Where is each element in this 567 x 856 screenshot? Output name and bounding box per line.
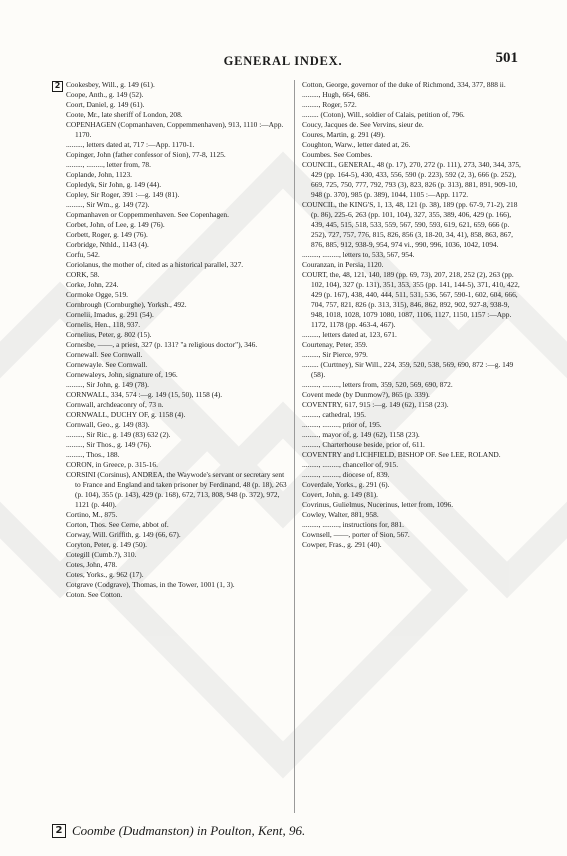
footnote-text: Coombe (Dudmanston) in Poulton, Kent, 96. [72, 823, 306, 838]
index-entry: Cornelius, Peter, g. 802 (15). [66, 330, 152, 339]
margin-note-marker: 2 [52, 81, 63, 92]
page-header [48, 40, 518, 68]
index-entry: Copinger, John (father confessor of Sion), 77-8, 1125. [66, 150, 226, 159]
index-entry: Cornwall, archdeaconry of, 73 n. [66, 400, 164, 409]
index-entry: COPENHAGEN (Copmanhaven, Coppemmenhaven), 913, 1110 :—App. 1170. [66, 120, 284, 139]
index-entry: ........., letters dated at, 123, 671. [302, 330, 397, 339]
index-entry: Cowper, Fras., g. 291 (40). [302, 540, 382, 549]
index-entry: Cotegill (Cumb.?), 310. [66, 550, 137, 559]
index-entry: ........., ........., letters to, 533, 567, 954. [302, 250, 415, 259]
index-entry: ........., Sir Thos., g. 149 (76). [66, 440, 152, 449]
index-entry: Cotgrave (Codgrave), Thomas, in the Tower, 1001 (1, 3). [66, 580, 235, 589]
index-entry: Cotes, John, 478. [66, 560, 118, 569]
index-entry: Copmanhaven or Coppemmenhaven. See Copenhagen. [66, 210, 229, 219]
index-column-left [66, 80, 288, 600]
index-entry: Covrinus, Gulielmus, Nucerinus, letter from, 1096. [302, 500, 454, 509]
index-entry: ......... (Curttney), Sir Will., 224, 359, 520, 538, 569, 690, 872 :—g. 149 (58). [302, 360, 514, 379]
index-entry: Coughton, Warw., letter dated at, 26. [302, 140, 411, 149]
index-entry: ........., ........., prior of, 195. [302, 420, 382, 429]
index-entry: ........., Thos., 188. [66, 450, 120, 459]
index-entry: ........., Sir Ric., g. 149 (83) 632 (2). [66, 430, 171, 439]
index-entry: Cornewall. See Cornwall. [66, 350, 143, 359]
index-entry: CORNWALL, 334, 574 :—g. 149 (15, 50), 1158 (4). [66, 390, 223, 399]
index-entry: COUNCIL, the KING'S, 1, 13, 48, 121 (p. 38), 189 (pp. 67-9, 71-2), 218 (p. 86), 225-6, 263 (pp. 101, 104), 327, 355, 389, 406, 429 (p. 166), 439, 445, 515, 518, 533, 559, 567, 590, 593, 619, 621, 659, 666 (p. 252), 727, 757, 776, 815, 826, 856 (3, 18-20, 34, 41), 858, 863, 867, 876, 885, 912, 938-9, 954, 974 vi., 990, 996, 1036, 1042, 1094. [302, 200, 518, 249]
index-entry: Cotton, George, governor of the duke of Richmond, 334, 377, 888 ii. [302, 80, 506, 89]
index-entry: Corbridge, Nthld., 1143 (4). [66, 240, 149, 249]
index-entry: ........., Charterhouse beside, prior of, 611. [302, 440, 425, 449]
index-entry: Cotes, Yorks., g. 962 (17). [66, 570, 144, 579]
index-entry: Corke, John, 224. [66, 280, 119, 289]
index-entry: Corton, Thos. See Cerne, abbot of. [66, 520, 169, 529]
footnote [52, 823, 305, 839]
index-entry: Cowley, Walter, 881, 958. [302, 510, 379, 519]
index-entry: Copley, Sir Roger, 391 :—g. 149 (81). [66, 190, 180, 199]
index-entry: ........., ........., chancellor of, 915. [302, 460, 399, 469]
index-entry: Cormoke Ogge, 519. [66, 290, 128, 299]
index-entry: Coverdale, Yorks., g. 291 (6). [302, 480, 390, 489]
index-entry: ......... (Coton), Will., soldier of Calais, petition of, 796. [302, 110, 465, 119]
index-entry: CORON, in Greece, p. 315-16. [66, 460, 158, 469]
index-entry: Cornewayle. See Cornwall. [66, 360, 148, 369]
index-entry: Cornelii, Imadus, g. 291 (54). [66, 310, 154, 319]
index-entry: Cortino, M., 875. [66, 510, 118, 519]
index-entry: CORK, 58. [66, 270, 100, 279]
index-entry: Cornelis, Hen., 118, 937. [66, 320, 141, 329]
index-entry: Coote, Mr., late sheriff of London, 208. [66, 110, 183, 119]
index-entry: Cornewaleys, John, signature of, 196. [66, 370, 178, 379]
index-entry: Corway, Will. Griffith, g. 149 (66, 67). [66, 530, 181, 539]
index-entry: Coort, Daniel, g. 149 (61). [66, 100, 145, 109]
index-entry: Courtenay, Peter, 359. [302, 340, 368, 349]
index-entry: Copledyk, Sir John, g. 149 (44). [66, 180, 162, 189]
index-entry: ........., Hugh, 664, 686. [302, 90, 371, 99]
index-entry: ........., letters dated at, 717 :—App. 1170-1. [66, 140, 195, 149]
index-entry: ........., mayor of, g. 149 (62), 1158 (23). [302, 430, 420, 439]
index-entry: ........., ........., letter from, 78. [66, 160, 151, 169]
index-entry: Cownsell, ——, porter of Sion, 567. [302, 530, 410, 539]
index-entry: COUNCIL, GENERAL, 48 (p. 17), 270, 272 (p. 111), 273, 340, 344, 375, 429 (pp. 164-5), 430, 433, 556, 590 (p. 223), 592 (2, 3), 666 (p. 252), 669, 725, 750, 777, 792, 793 (3), 823, 826 (p. 313), 881, 891, 909-10, 948 (p. 370), 985 (p. 389), 1044, 1105 :—App. 1172. [302, 160, 521, 199]
index-entry: ........., ........., diocese of, 839. [302, 470, 390, 479]
index-entry: ........., Roger, 572. [302, 100, 357, 109]
index-entry: Coplande, John, 1123. [66, 170, 133, 179]
index-entry: ........., ........., letters from, 359, 520, 569, 690, 872. [302, 380, 453, 389]
footnote-marker: 2 [52, 824, 66, 838]
index-entry: Cookesbey, Will., g. 149 (61). [66, 80, 155, 89]
index-entry: ........., Sir Pierce, 979. [302, 350, 368, 359]
index-entry: Cornwall, Geo., g. 149 (83). [66, 420, 150, 429]
index-entry: Coope, Anth., g. 149 (52). [66, 90, 144, 99]
index-entry: CORSINI (Corsinus), ANDREA, the Waywode's servant or secretary sent to France and England and taken prisoner by Ferdinand, 48 (p. 18), 263 (p. 104), 355 (p. 143), 429 (p. 168), 672, 713, 808, 948 (p. 372), 972, 1121 (p. 440). [66, 470, 287, 509]
index-entry: COVENTRY, 617, 915 :—g. 149 (62), 1158 (23). [302, 400, 449, 409]
index-entry: Covert, John, g. 149 (81). [302, 490, 378, 499]
index-entry: Couranzan, in Persia, 1120. [302, 260, 384, 269]
index-entry: Coumbes. See Combes. [302, 150, 373, 159]
index-entry: Coucy, Jacques de. See Vervins, sieur de. [302, 120, 424, 129]
index-entry: COVENTRY and LICHFIELD, BISHOP OF. See LEE, ROLAND. [302, 450, 501, 459]
index-entry: Covent mede (by Dunmow?), 865 (p. 339). [302, 390, 430, 399]
index-entry: ........., cathedral, 195. [302, 410, 367, 419]
index-entry: Corfu, 542. [66, 250, 100, 259]
index-entry: ........., ........., instructions for, 881. [302, 520, 404, 529]
index-entry: ........., Sir John, g. 149 (78). [66, 380, 149, 389]
index-entry: CORNWALL, DUCHY OF, g. 1158 (4). [66, 410, 186, 419]
index-entry: Coures, Martin, g. 291 (49). [302, 130, 385, 139]
index-entry: Cornesbe, ——, a priest, 327 (p. 131? "a religious doctor"), 346. [66, 340, 258, 349]
index-entry: ........., Sir Wm., g. 149 (72). [66, 200, 150, 209]
index-entry: Cornbrough (Cornburghe), Yorksh., 492. [66, 300, 187, 309]
index-column-right [302, 80, 522, 550]
index-entry: COURT, the, 48, 121, 140, 189 (pp. 69, 73), 207, 218, 252 (2), 263 (pp. 102, 104), 327 (p. 131), 351, 353, 355 (pp. 141, 144-5), 371, 410, 422, 429 (p. 167), 438, 440, 444, 511, 531, 536, 567, 590-1, 602, 604, 666, 704, 757, 821, 826 (p. 313, 315), 846, 862, 892, 902, 927-8, 938-9, 948, 1018, 1028, 1079 1080, 1087, 1106, 1127, 1150, 1157 :—App. 1172, 1178 (pp. 463-4, 467). [302, 270, 520, 329]
column-divider [294, 80, 295, 813]
running-title: GENERAL INDEX. [223, 54, 343, 68]
index-entry: Coryton, Peter, g. 149 (50). [66, 540, 147, 549]
index-entry: Coriolanus, the mother of, cited as a historical parallel, 327. [66, 260, 244, 269]
page-number: 501 [495, 50, 518, 66]
index-entry: Coton. See Cotton. [66, 590, 123, 599]
index-entry: Corbett, Roger, g. 149 (76). [66, 230, 148, 239]
index-entry: Corbet, John, of Lee, g. 149 (76). [66, 220, 165, 229]
